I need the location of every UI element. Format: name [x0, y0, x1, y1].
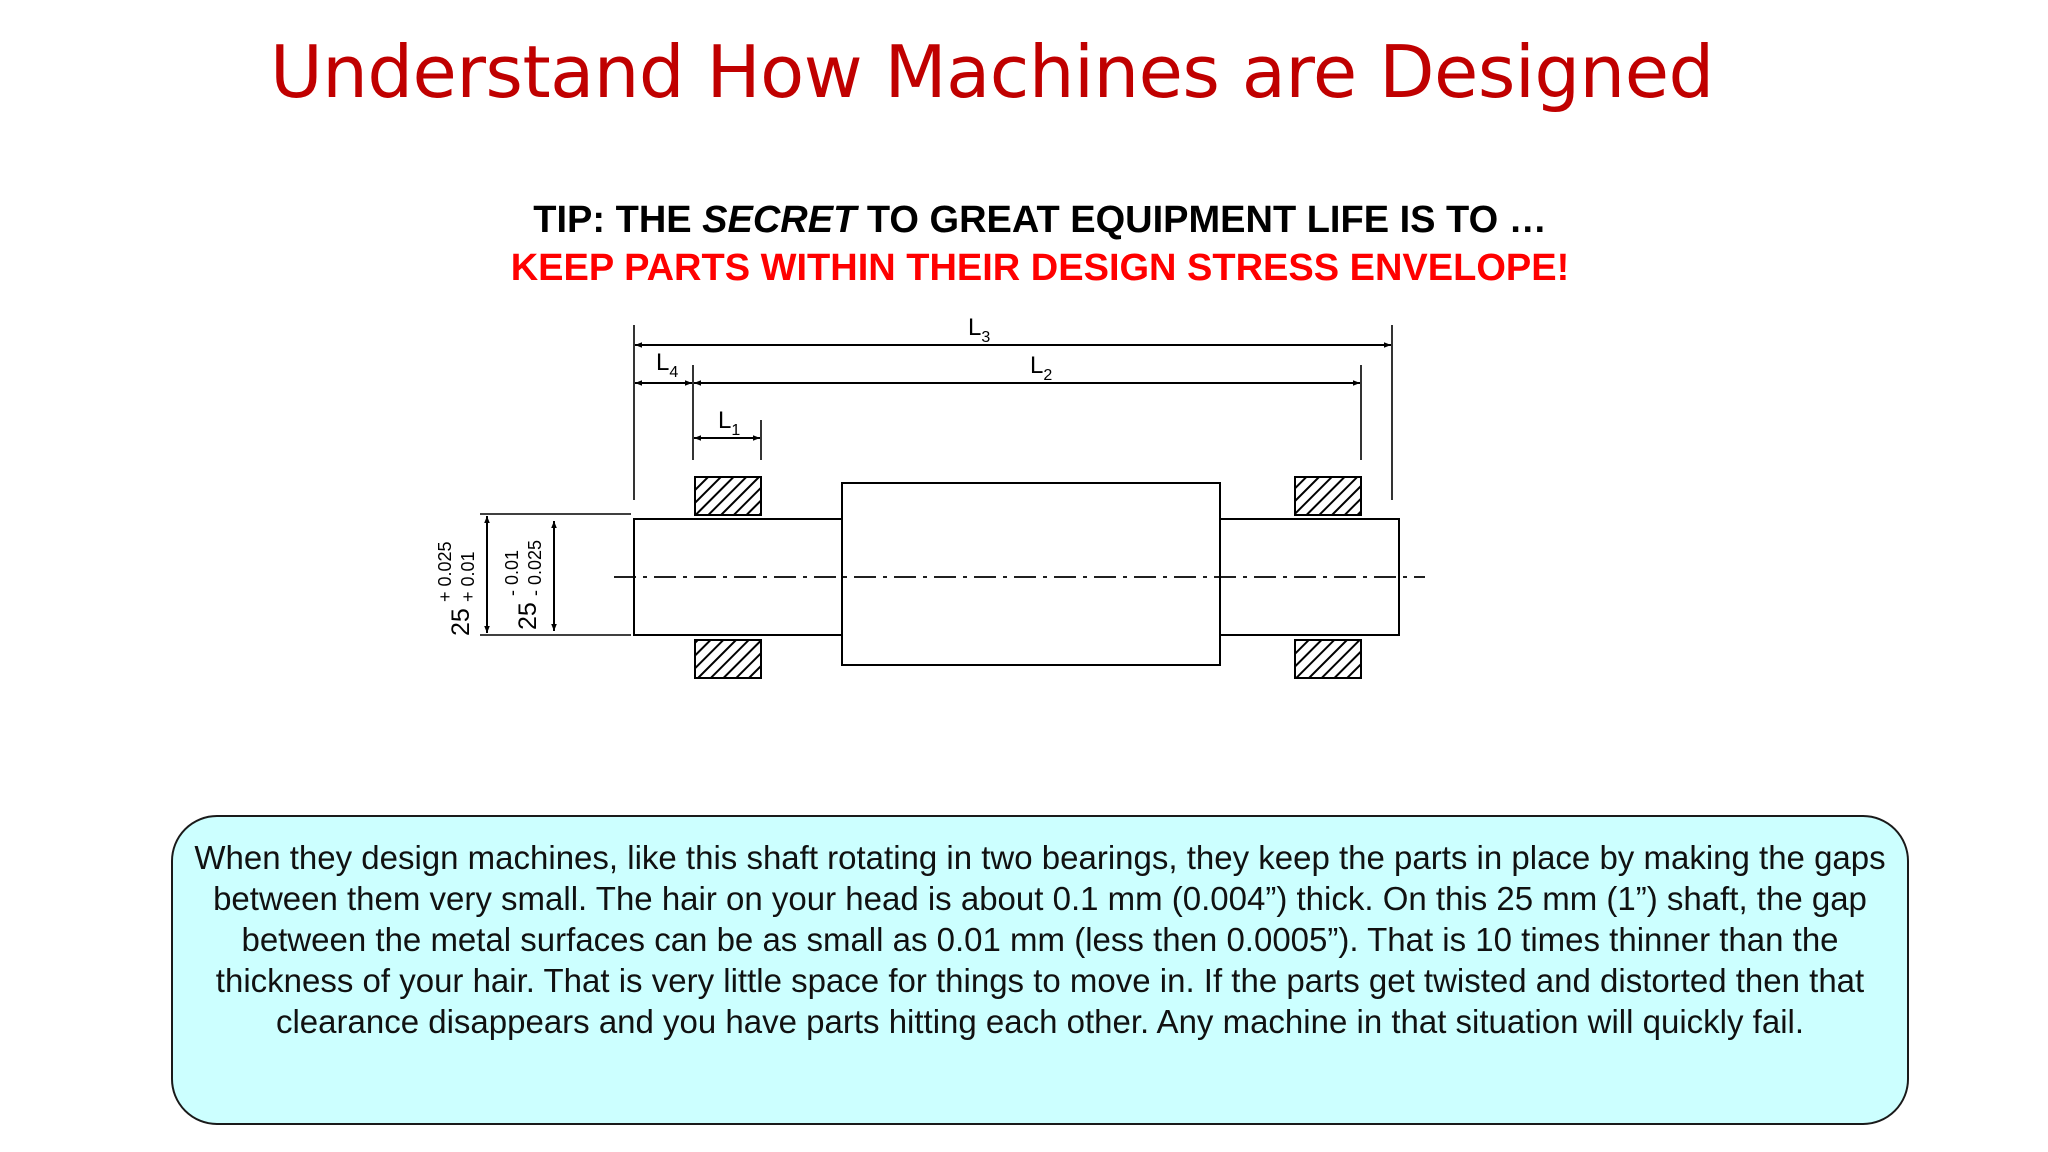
shaft-center-section — [842, 483, 1220, 665]
bearing-right-bottom — [1295, 640, 1361, 678]
info-box — [171, 815, 1909, 1125]
dim-label-l4: $L_4$ — [656, 349, 679, 381]
info-text: When they design machines, like this shaft rotating in two bearings, they keep the parts in place by making the gaps between them very small. The hair on your head is about 0.1 mm (0.004”) thick. On this 25 mm (1”) shaft, the gap between the metal surfaces can be as small as 0.01 mm (less then 0.0005”). That is 10 times thinner than the thickness of your hair. That is very little space for things to move in. If the parts get twisted and distorted then that clearance disappears and you have parts hitting each other. Any machine in that situation will quickly fail. — [194, 839, 1886, 1040]
bearing-left-bottom — [695, 640, 761, 678]
bore-tolerance-nominal: 25 — [447, 608, 475, 636]
bearing-right-top — [1295, 477, 1361, 515]
dim-label-l2: $L_2$ — [1030, 352, 1053, 384]
bearing-left-top — [695, 477, 761, 515]
bore-tolerance-lower: + 0.01 — [458, 551, 478, 602]
tip-prefix: TIP: THE — [533, 199, 692, 241]
shaft-tolerance-nominal: 25 — [514, 602, 542, 630]
shaft-tolerance-upper: - 0.01 — [502, 549, 522, 596]
shaft-tolerance-lower: - 0.025 — [525, 539, 545, 596]
tip-line-2: KEEP PARTS WITHIN THEIR DESIGN STRESS ENVELOPE! — [510, 247, 1570, 289]
tip-emphasis: SECRET — [702, 199, 857, 241]
dim-label-l1: $L_1$ — [718, 407, 741, 439]
slide-title: Understand How Machines are Designed — [270, 30, 1714, 114]
tip-suffix: TO GREAT EQUIPMENT LIFE IS TO … — [866, 199, 1547, 241]
dim-label-l3: $L_3$ — [968, 314, 991, 346]
bore-tolerance-upper: + 0.025 — [435, 541, 455, 602]
